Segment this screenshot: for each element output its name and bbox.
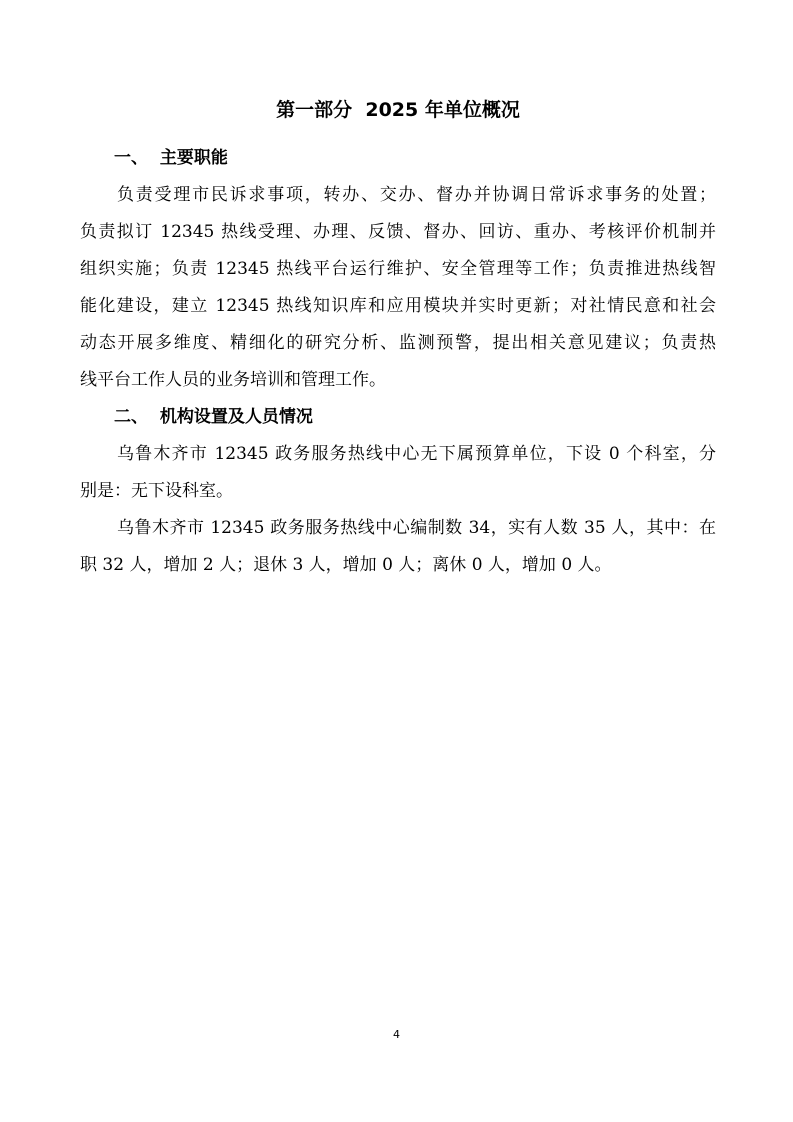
paragraph: [80, 510, 716, 584]
paragraph-line: 线平台工作人员的业务培训和管理工作。: [80, 370, 386, 390]
section-heading: 一、 主要职能: [114, 148, 228, 168]
paragraph-line: 职 32 人，增加 2 人；退休 3 人，增加 0 人；离休 0 人，增加 0 人。: [80, 555, 612, 575]
paragraph-line: 别是：无下设科室。: [80, 481, 233, 501]
paragraph-line: 负责拟订 12345 热线受理、办理、反馈、督办、回访、重办、考核评价机制并: [80, 222, 716, 242]
paragraph-line: 乌鲁木齐市 12345 政务服务热线中心编制数 34，实有人数 35 人，其中：在: [117, 518, 716, 538]
section-main-functions: [80, 140, 716, 399]
page-content: [80, 92, 716, 584]
page-number: 4: [393, 1028, 400, 1041]
section-heading: 二、 机构设置及人员情况: [114, 407, 313, 427]
paragraph-line: 负责受理市民诉求事项，转办、交办、督办并协调日常诉求事务的处置；: [117, 185, 716, 205]
section-organization-staff: [80, 399, 716, 584]
paragraph-line: 动态开展多维度、精细化的研究分析、监测预警，提出相关意见建议；负责热: [80, 333, 716, 353]
page-title: 第一部分 2025 年单位概况: [276, 99, 520, 121]
paragraph: [80, 177, 716, 399]
paragraph-line: 能化建设，建立 12345 热线知识库和应用模块并实时更新；对社情民意和社会: [80, 296, 716, 316]
paragraph-line: 组织实施；负责 12345 热线平台运行维护、安全管理等工作；负责推进热线智: [80, 259, 716, 279]
paragraph-line: 乌鲁木齐市 12345 政务服务热线中心无下属预算单位，下设 0 个科室，分: [117, 444, 716, 464]
paragraph: [80, 436, 716, 510]
